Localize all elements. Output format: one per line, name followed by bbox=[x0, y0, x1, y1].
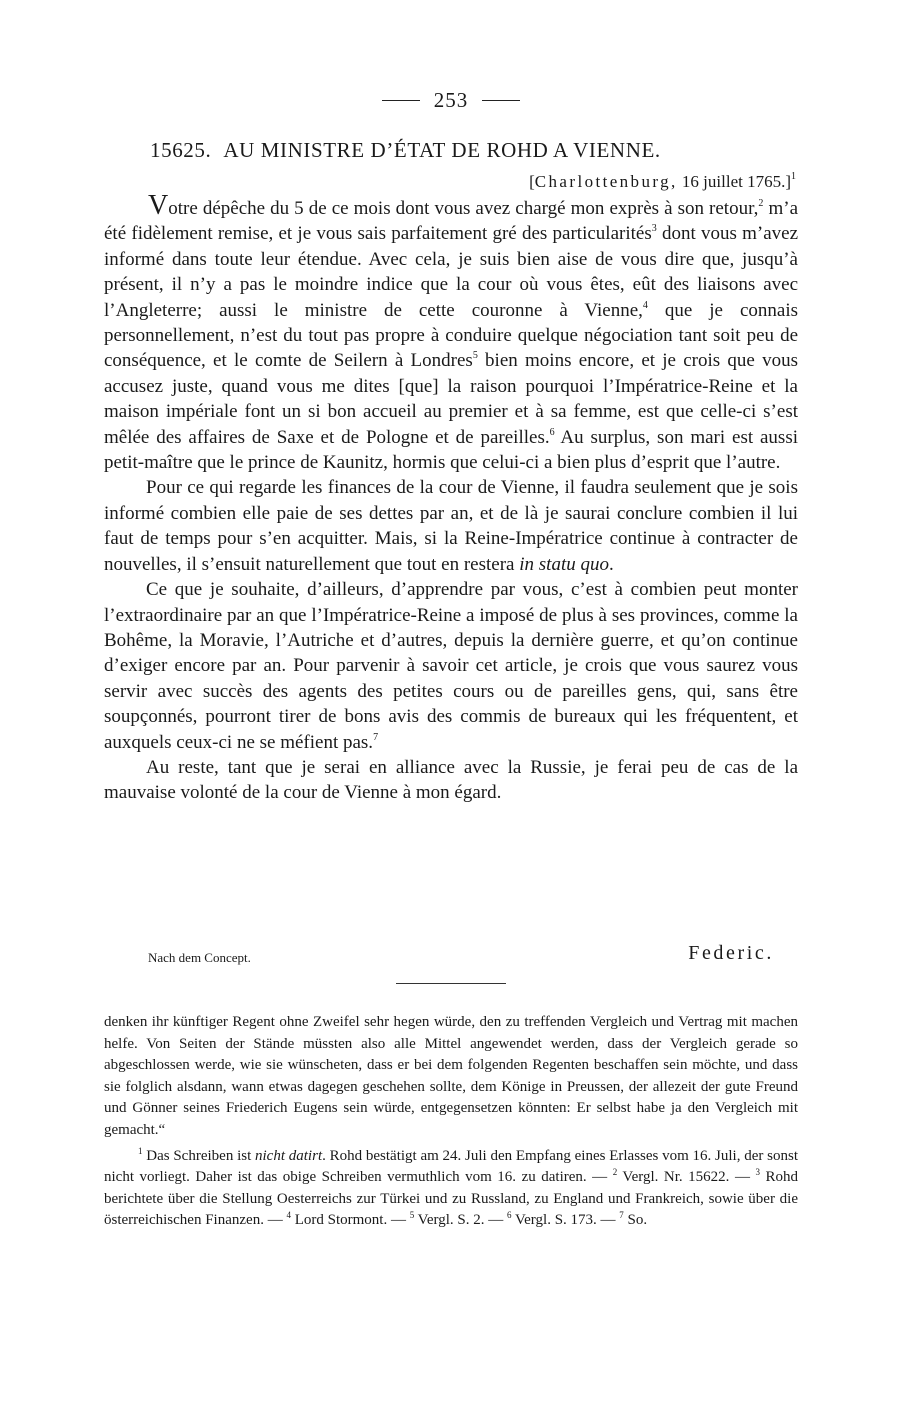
footnote-ref-2: 2 bbox=[758, 198, 764, 209]
footnote-mark-6: 6 bbox=[507, 1210, 512, 1221]
footnote-mark-4: 4 bbox=[286, 1210, 291, 1221]
paragraph-1 bbox=[104, 190, 799, 475]
footnote-ref-4: 4 bbox=[642, 299, 648, 311]
text-run: Pour ce qui regarde les finances de la cour de Vienne, il faudra seulement que je sois informé combien elle paie de ses dettes par an, et de là je saurai conclure combien il lui faut de temps pour s’en acquitter. Mais, si la Reine-Impératrice continue à contracter de nouvelles, il s’ensuit naturellement que tout en restera bbox=[104, 477, 798, 575]
dateline-place: Charlottenburg, bbox=[534, 172, 678, 191]
dateline-date: 16 juillet 1765.] bbox=[677, 172, 791, 191]
text-run: dont vous m’avez informé dans toute leur étendue. Avec cela, je suis bien aise de vous dire que, jusqu’à présent, il n’y a pas le moindre indice que la cour où vous êtes, eût des liaisons avec l’Angleterre; aussi le ministre de cette couronne à Vienne, bbox=[104, 223, 798, 321]
footnote-text: Vergl. Nr. 15622. — bbox=[617, 1169, 756, 1186]
dateline-bracket: [ bbox=[529, 172, 535, 191]
footnote-text: Lord Stormont. — bbox=[290, 1212, 410, 1229]
letter-body bbox=[104, 190, 799, 806]
footnote-italic: nicht datirt bbox=[255, 1147, 323, 1164]
initial-letter: V bbox=[148, 190, 169, 221]
signature-row bbox=[104, 942, 798, 970]
page-header bbox=[104, 88, 798, 118]
footnotes bbox=[104, 1012, 798, 1232]
section-divider bbox=[396, 983, 506, 984]
footnote-text: . Rohd bestätigt am 24. Juli den Empfang eines Erlasses vom 16. Juli, der sonst nicht vorliegt. Daher ist das obige Schreiben vermuthlich vom 16. zu datiren. — bbox=[104, 1147, 798, 1186]
header-dash-left bbox=[382, 100, 420, 101]
footnotes-block bbox=[104, 1146, 798, 1232]
footnote-continuation: denken ihr künftiger Regent ohne Zweifel sehr hegen würde, den zu treffenden Vergleich und Vertrag mit machen helfe. Von Seiten der Stände müssten also alle Mittel angewendet werden, dass der Vergleich gerade so abgeschlossen werde, wie sie wünscheten, dass er bei dem folgenden Regenten beschaffen sein möchte, und dass sie folglich alsdann, wann etwas dagegen geschehen sollte, dem Könige in Preussen, der allezeit der gute Freund und Gönner seines Friederich Eugens sein würde, entgegensetzen könnten: Er selbst habe ja den Vergleich mit gemacht.“ bbox=[104, 1014, 798, 1138]
text-run: Au reste, tant que je serai en alliance avec la Russie, je ferai peu de cas de la mauvaise volonté de la cour de Vienne à mon égard. bbox=[104, 756, 798, 804]
paragraph-4 bbox=[104, 755, 798, 806]
latin-phrase: in statu quo bbox=[519, 553, 609, 575]
footnote-ref-7: 7 bbox=[373, 731, 379, 743]
footnote-text: Vergl. S. 173. — bbox=[511, 1212, 620, 1229]
footnote-text: Rohd berichtete über die Stellung Oesterreichs zur Türkei und zu Russland, zu England und Frankreich, sowie über die österreichischen Finanzen. — bbox=[104, 1169, 798, 1229]
footnote-ref-1: 1 bbox=[791, 171, 796, 182]
header-dash-right bbox=[482, 100, 520, 101]
text-run: m’a été fidèlement remise, et je vous sais parfaitement gré des particularités bbox=[104, 198, 799, 245]
text-run: . bbox=[608, 553, 614, 575]
footnote-mark-1: 1 bbox=[138, 1145, 143, 1156]
letter-title bbox=[150, 138, 661, 163]
footnote-text: So. bbox=[623, 1212, 648, 1229]
dateline bbox=[529, 172, 796, 192]
paragraph-3 bbox=[104, 577, 798, 755]
text-run: otre dépêche du 5 de ce mois dont vous avez chargé mon exprès à son retour, bbox=[168, 198, 759, 219]
footnote-text: Vergl. S. 2. — bbox=[414, 1212, 507, 1229]
text-run: bien moins encore, et je crois que vous accusez juste, quand vous me dites [que] la raison pourquoi l’Impératrice-Reine et la maison impériale font un si bon accueil au premier et à sa femme, est que celle-ci s’est mêlée des affaires de Saxe et de Pologne et de pareilles. bbox=[104, 350, 798, 448]
text-run: Au surplus, son mari est aussi petit-maître que le prince de Kaunitz, hormis que celui-ci a bien plus d’esprit que l’autre. bbox=[104, 426, 798, 474]
signature: Federic. bbox=[688, 942, 774, 964]
source-note: Nach dem Concept. bbox=[148, 950, 251, 965]
footnote-mark-2: 2 bbox=[612, 1167, 618, 1178]
footnote-mark-3: 3 bbox=[755, 1167, 760, 1178]
footnote-ref-6: 6 bbox=[549, 426, 555, 438]
letter-number: 15625. bbox=[150, 138, 212, 162]
paragraph-2 bbox=[104, 475, 798, 577]
text-run: Ce que je souhaite, d’ailleurs, d’apprendre par vous, c’est à combien peut monter l’extraordinaire par an que l’Impératrice-Reine a imposé de plus à ses provinces, comme la Bohême, la Moravie, l’Autriche et d’autres, depuis la dernière guerre, et qu’on continue d’exiger encore par an. Pour parvenir à savoir cet article, je crois que vous saurez vous servir avec succès des agents des petites cours ou de pareilles gens, qui, sans être soupçonnés, pourront tirer de bons avis des commis de bureaux qui les fréquentent, et auxquels ceux-ci ne se méfient pas. bbox=[104, 579, 798, 753]
footnote-mark-7: 7 bbox=[619, 1210, 624, 1221]
footnote-text: Das Schreiben ist bbox=[142, 1147, 256, 1164]
text-run: que je connais personnellement, n’est du tout pas propre à conduire quelque négociation tant soit peu de conséquence, et le comte de Seilern à Londres bbox=[104, 299, 798, 372]
footnote-ref-3: 3 bbox=[651, 223, 657, 235]
page-number: 253 bbox=[433, 88, 469, 112]
letter-heading: AU MINISTRE D’ÉTAT DE ROHD A VIENNE. bbox=[223, 138, 661, 162]
footnote-ref-5: 5 bbox=[472, 350, 478, 362]
footnote-mark-5: 5 bbox=[409, 1210, 415, 1221]
